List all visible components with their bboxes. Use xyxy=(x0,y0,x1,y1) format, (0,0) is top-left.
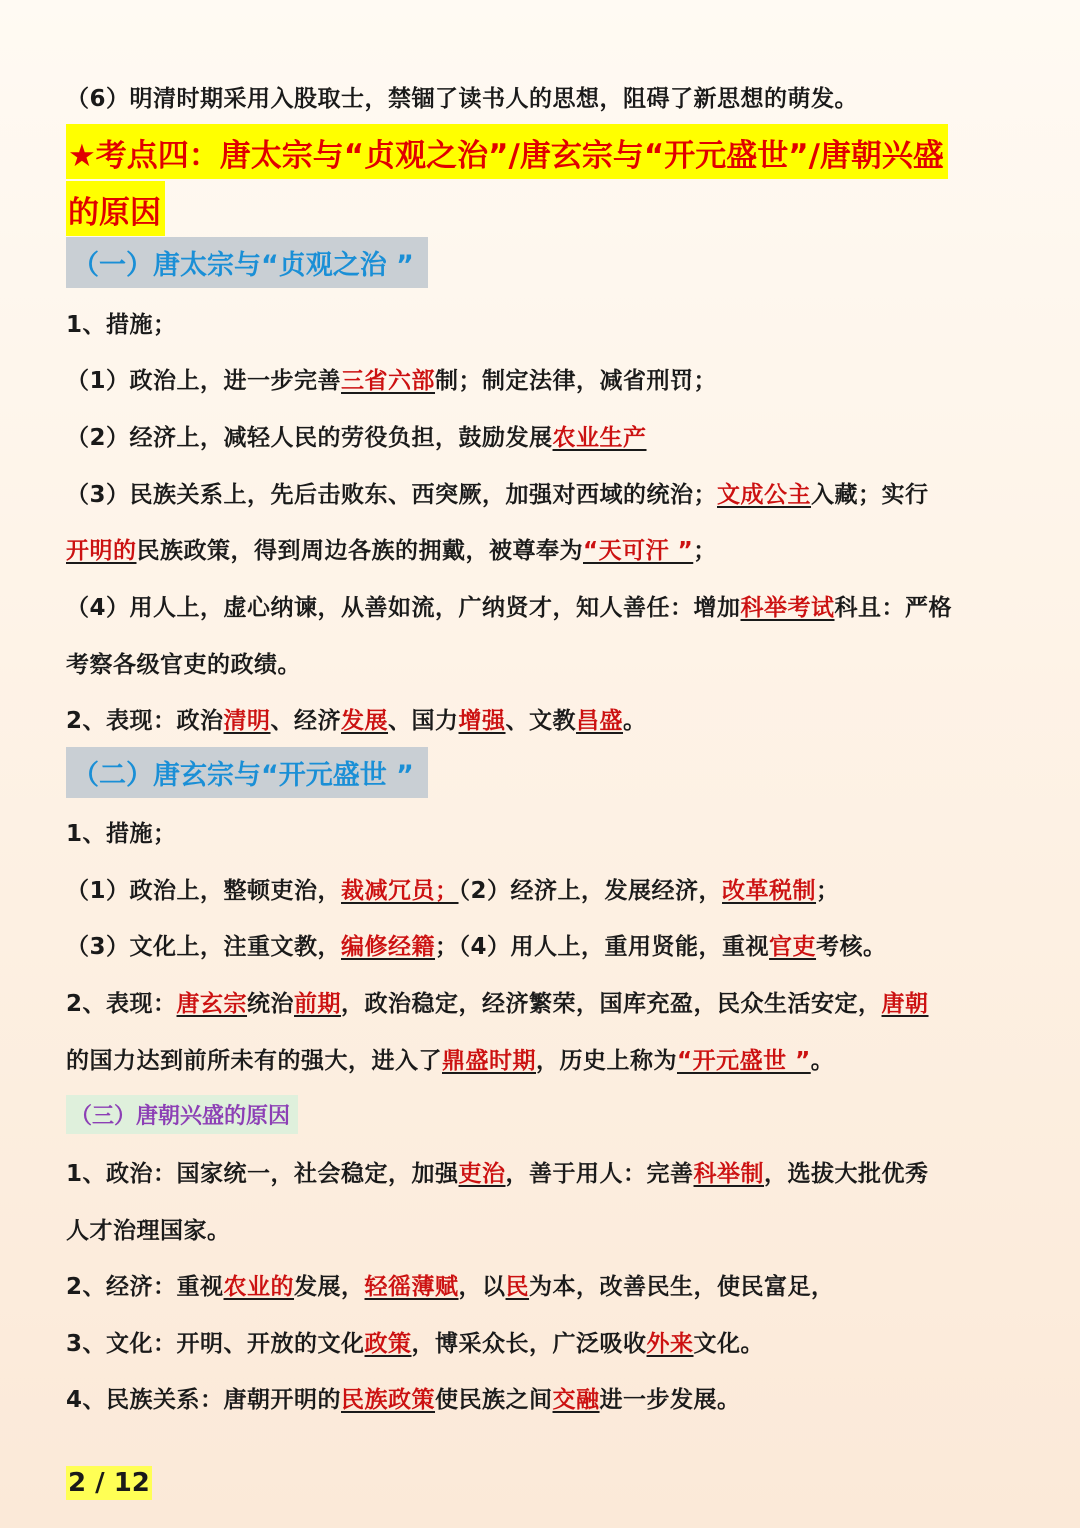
keyword: “开元盛世 ” xyxy=(677,1048,811,1074)
keyword: 农业的 xyxy=(223,1274,295,1300)
text: 使民族之间 xyxy=(435,1387,553,1413)
part3-reason-2 xyxy=(66,1268,1020,1301)
part3-reason-4 xyxy=(66,1381,1020,1414)
text: （3）民族关系上，先后击败东、西突厥，加强对西域的统治； xyxy=(66,482,718,508)
keyword: 裁减冗员； xyxy=(341,878,459,904)
part2-performance-cont xyxy=(66,1042,1020,1075)
keyword: 民 xyxy=(505,1274,530,1300)
keyword: 唐朝 xyxy=(881,991,929,1017)
part1-measure-1 xyxy=(66,362,1020,395)
keyword: 科举考试 xyxy=(740,595,835,621)
text: ； xyxy=(816,878,840,904)
part1-measure-2 xyxy=(66,419,1020,452)
keyword: 民族政策 xyxy=(341,1387,436,1413)
part3-reason-1-cont: 人才治理国家。 xyxy=(66,1218,231,1244)
keyword: 吏治 xyxy=(458,1161,506,1187)
keyword: 外来 xyxy=(646,1331,694,1357)
part1-heading: （一）唐太宗与“贞观之治 ” xyxy=(66,237,428,288)
keyword: 文成公主 xyxy=(717,482,812,508)
text: ，选拔大批优秀 xyxy=(764,1161,929,1187)
text: 、国力 xyxy=(388,708,459,734)
text: 制；制定法律，减省刑罚； xyxy=(435,368,718,394)
keyword: 交融 xyxy=(552,1387,600,1413)
keyword: 科举制 xyxy=(693,1161,765,1187)
keyword: 改革税制 xyxy=(722,878,817,904)
text: 的国力达到前所未有的强大，进入了 xyxy=(66,1048,442,1074)
text: ； xyxy=(693,538,717,564)
keyword: 轻徭薄赋 xyxy=(364,1274,459,1300)
text: ，历史上称为 xyxy=(536,1048,677,1074)
keyword: 前期 xyxy=(294,991,342,1017)
keyword: “天可汗 ” xyxy=(583,538,694,564)
text: （2）经济上，减轻人民的劳役负担，鼓励发展 xyxy=(66,425,553,451)
text: 民族政策，得到周边各族的拥戴，被尊奉为 xyxy=(136,538,583,564)
text: 2、表现： xyxy=(66,991,177,1017)
keyword: 清明 xyxy=(223,708,271,734)
text: ，博采众长，广泛吸收 xyxy=(411,1331,647,1357)
text: 为本，改善民生，使民富足， xyxy=(529,1274,835,1300)
text: 。 xyxy=(810,1048,835,1074)
text: 3、文化：开明、开放的文化 xyxy=(66,1331,365,1357)
keyword: 昌盛 xyxy=(576,708,624,734)
part1-measure-3 xyxy=(66,476,1020,509)
text: 科且：严格 xyxy=(834,595,953,621)
text: 考核。 xyxy=(816,934,887,960)
keyword: 发展 xyxy=(341,708,389,734)
part3-reason-3 xyxy=(66,1325,1020,1358)
text: 文化。 xyxy=(693,1331,765,1357)
text: ，以 xyxy=(458,1274,506,1300)
part1-performance xyxy=(66,702,1020,735)
keyword: 鼎盛时期 xyxy=(442,1048,536,1074)
keyword: 三省六部 xyxy=(341,368,436,394)
part1-measure-4 xyxy=(66,589,1020,622)
part2-measures-label: 1、措施； xyxy=(66,821,177,847)
part2-measure-2 xyxy=(66,928,1020,961)
text: 4、民族关系：唐朝开明的 xyxy=(66,1387,342,1413)
part1-measures-label: 1、措施； xyxy=(66,312,177,338)
text: （4）用人上，虚心纳谏，从善如流，广纳贤才，知人善任：增加 xyxy=(66,595,741,621)
section-title-line1: ★考点四：唐太宗与“贞观之治”/唐玄宗与“开元盛世”/唐朝兴盛 xyxy=(66,124,948,179)
text: 2、表现：政治 xyxy=(66,708,224,734)
text: ；（4）用人上，重用贤能，重视 xyxy=(435,934,770,960)
keyword: 唐玄宗 xyxy=(176,991,248,1017)
text: 统治 xyxy=(247,991,295,1017)
text: 2、经济：重视 xyxy=(66,1274,224,1300)
text: （3）文化上，注重文教， xyxy=(66,934,342,960)
text: （1）政治上，整顿吏治， xyxy=(66,878,342,904)
text: （2）经济上，发展经济， xyxy=(458,878,723,904)
text: 、经济 xyxy=(270,708,342,734)
part2-performance xyxy=(66,985,1020,1018)
section-title-line2: 的原因 xyxy=(66,181,165,236)
part2-measure-1 xyxy=(66,872,1020,905)
text: 入藏；实行 xyxy=(811,482,929,508)
text: 进一步发展。 xyxy=(599,1387,741,1413)
text: 、文教 xyxy=(505,708,577,734)
keyword: 开明的 xyxy=(66,538,137,564)
part1-measure-3-cont xyxy=(66,532,1020,565)
part3-reason-1 xyxy=(66,1155,1020,1188)
text: 。 xyxy=(623,708,647,734)
keyword: 农业生产 xyxy=(552,425,647,451)
part3-heading: （三）唐朝兴盛的原因 xyxy=(66,1095,298,1134)
intro-line: （6）明清时期采用入股取士，禁锢了读书人的思想，阻碍了新思想的萌发。 xyxy=(66,86,859,112)
page-number: 2 / 12 xyxy=(68,1468,150,1498)
text: （1）政治上，进一步完善 xyxy=(66,368,342,394)
keyword: 政策 xyxy=(364,1331,412,1357)
text: ，政治稳定，经济繁荣，国库充盈，民众生活安定， xyxy=(341,991,882,1017)
text: 发展， xyxy=(294,1274,365,1300)
keyword: 编修经籍 xyxy=(341,934,436,960)
text: ，善于用人：完善 xyxy=(505,1161,694,1187)
keyword: 官吏 xyxy=(769,934,817,960)
keyword: 增强 xyxy=(458,708,506,734)
part2-heading: （二）唐玄宗与“开元盛世 ” xyxy=(66,747,428,798)
text: 1、政治：国家统一，社会稳定，加强 xyxy=(66,1161,459,1187)
part1-measure-4-cont: 考察各级官吏的政绩。 xyxy=(66,652,301,678)
